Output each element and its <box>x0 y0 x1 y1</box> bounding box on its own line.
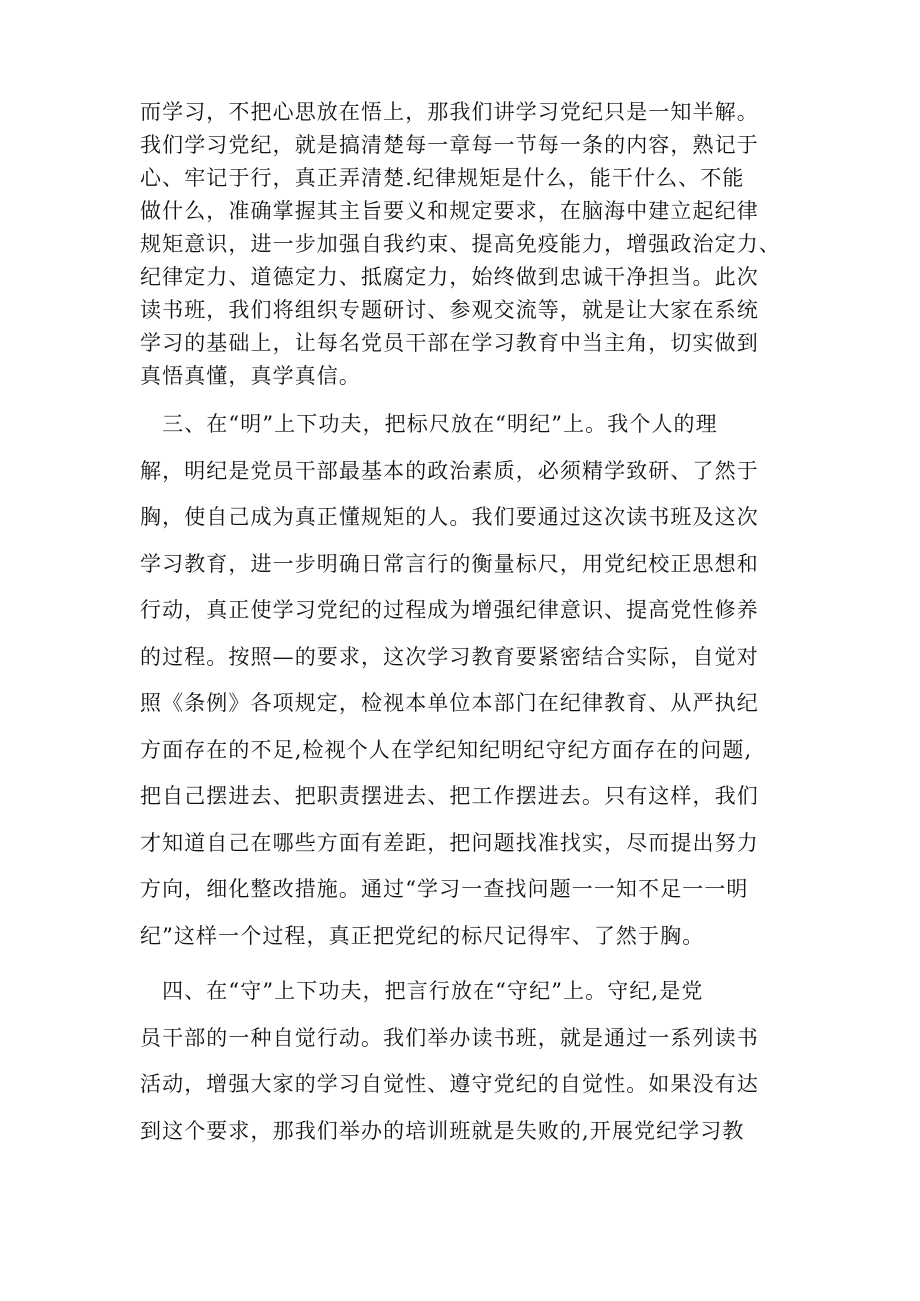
text-line: 胸，使自己成为真正懂规矩的人。我们要通过这次读书班及这次 <box>140 505 759 529</box>
text-line: 解，明纪是党员干部最基本的政治素质，必须精学致研、了然于 <box>140 458 759 483</box>
text-line: 员干部的一种自觉行动。我们举办读书班，就是通过一系列读书 <box>140 1025 759 1050</box>
paragraph-section-three <box>140 401 780 959</box>
text-line: 才知道自己在哪些方面有差距，把问题找准找实，尽而提出努力 <box>140 830 759 855</box>
text-line: 的过程。按照—的要求，这次学习教育要紧密结合实际，自觉对 <box>140 644 759 669</box>
text-line: 我们学习党纪，就是搞清楚每一章每一节每一条的内容，熟记于 <box>140 133 759 157</box>
text-line: 纪”这样一个过程，真正把党纪的标尺记得牢、了然于胸。 <box>140 923 705 948</box>
text-line: 方面存在的不足,检视个人在学纪知纪明纪守纪方面存在的问题, <box>140 737 753 762</box>
text-line: 照《条例》各项规定，检视本单位本部门在纪律教育、从严执纪 <box>140 691 759 715</box>
text-line: 三、在“明”上下功夫，把标尺放在“明纪”上。我个人的理 <box>140 412 718 436</box>
text-line: 活动，增强大家的学习自觉性、遵守党纪的自觉性。如果没有达 <box>140 1072 759 1096</box>
text-line: 而学习，不把心思放在悟上，那我们讲学习党纪只是一知半解。 <box>140 100 759 124</box>
text-line: 做什么，准确掌握其主旨要义和规定要求，在脑海中建立起纪律 <box>140 199 759 223</box>
text-line: 规矩意识，进一步加强自我约束、提高免疫能力，增强政治定力、 <box>140 232 781 256</box>
document-page <box>140 96 780 1154</box>
text-line: 方向，细化整改措施。通过“学习一查找问题一一知不足一一明 <box>140 877 749 901</box>
text-line: 到这个要求，那我们举办的培训班就是失败的,开展党纪学习教 <box>140 1118 745 1143</box>
text-line: 真悟真懂，真学真信。 <box>140 364 361 388</box>
paragraph-continuation <box>140 96 780 393</box>
text-line: 纪律定力、道德定力、抵腐定力，始终做到忠诚干净担当。此次 <box>140 265 759 289</box>
text-line: 行动，真正使学习党纪的过程成为增强纪律意识、提高党性修养 <box>140 598 759 622</box>
text-line: 把自己摆进去、把职责摆进去、把工作摆进去。只有这样，我们 <box>140 784 759 808</box>
text-line: 四、在“守”上下功夫，把言行放在“守纪”上。守纪,是党 <box>140 979 704 1003</box>
text-line: 读书班，我们将组织专题研讨、参观交流等，就是让大家在系统 <box>140 298 759 322</box>
text-line: 学习教育，进一步明确日常言行的衡量标尺，用党纪校正思想和 <box>140 551 759 576</box>
text-line: 学习的基础上，让每名党员干部在学习教育中当主角，切实做到 <box>140 331 759 355</box>
paragraph-section-four <box>140 968 780 1154</box>
text-line: 心、牢记于行，真正弄清楚.纪律规矩是什么，能干什么、不能 <box>140 166 745 190</box>
